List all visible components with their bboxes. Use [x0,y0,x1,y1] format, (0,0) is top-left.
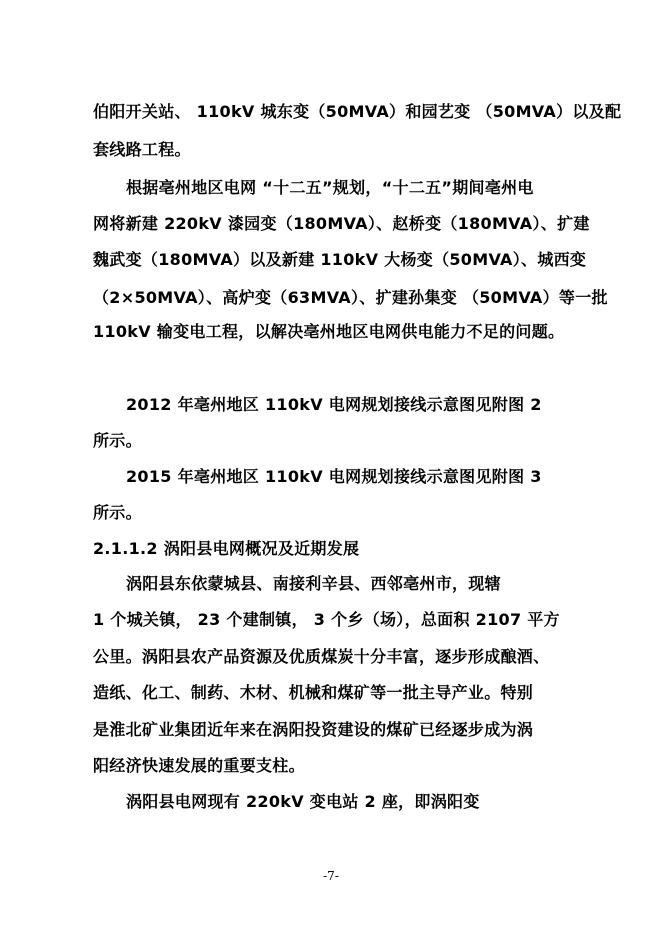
page-number: -7- [323,869,339,883]
text-line: 套线路工程。 [93,140,191,159]
text-line: 涡阳县电网现有 220kV 变电站 2 座，即涡阳变 [126,792,480,811]
text-line: 2012 年亳州地区 110kV 电网规划接线示意图见附图 2 [126,395,542,414]
section-heading: 2.1.1.2 涡阳县电网概况及近期发展 [93,539,360,558]
text-line: （2×50MVA）、高炉变（63MVA）、扩建孙集变 （50MVA）等一批 [93,288,608,307]
text-line: 是淮北矿业集团近年来在涡阳投资建设的煤矿已经逐步成为涡 [93,720,534,739]
text-line: 造纸、化工、制药、木材、机械和煤矿等一批主导产业。特别 [93,683,534,702]
text-line: 2015 年亳州地区 110kV 电网规划接线示意图见附图 3 [126,467,542,486]
text-line: 所示。 [93,431,142,450]
text-line: 1 个城关镇， 23 个建制镇， 3 个乡（场），总面积 2107 平方 [93,610,560,629]
text-line: 网将新建 220kV 漆园变（180MVA）、赵桥变（180MVA）、扩建 [93,214,590,233]
text-line: 魏武变（180MVA）以及新建 110kV 大杨变（50MVA）、城西变 [93,250,587,269]
text-line: 涡阳县东依蒙城县、南接利辛县、西邻亳州市，现辖 [126,574,501,593]
text-line: 根据亳州地区电网 “十二五”规划，“十二五”期间亳州电 [126,178,534,197]
text-line: 阳经济快速发展的重要支柱。 [93,756,305,775]
text-line: 所示。 [93,503,142,522]
text-line: 伯阳开关站、 110kV 城东变（50MVA）和园艺变 （50MVA）以及配 [93,102,622,121]
text-line: 110kV 输变电工程，以解决亳州地区电网供电能力不足的问题。 [93,322,565,341]
text-line: 公里。涡阳县农产品资源及优质煤炭十分丰富，逐步形成酿酒、 [93,647,550,666]
